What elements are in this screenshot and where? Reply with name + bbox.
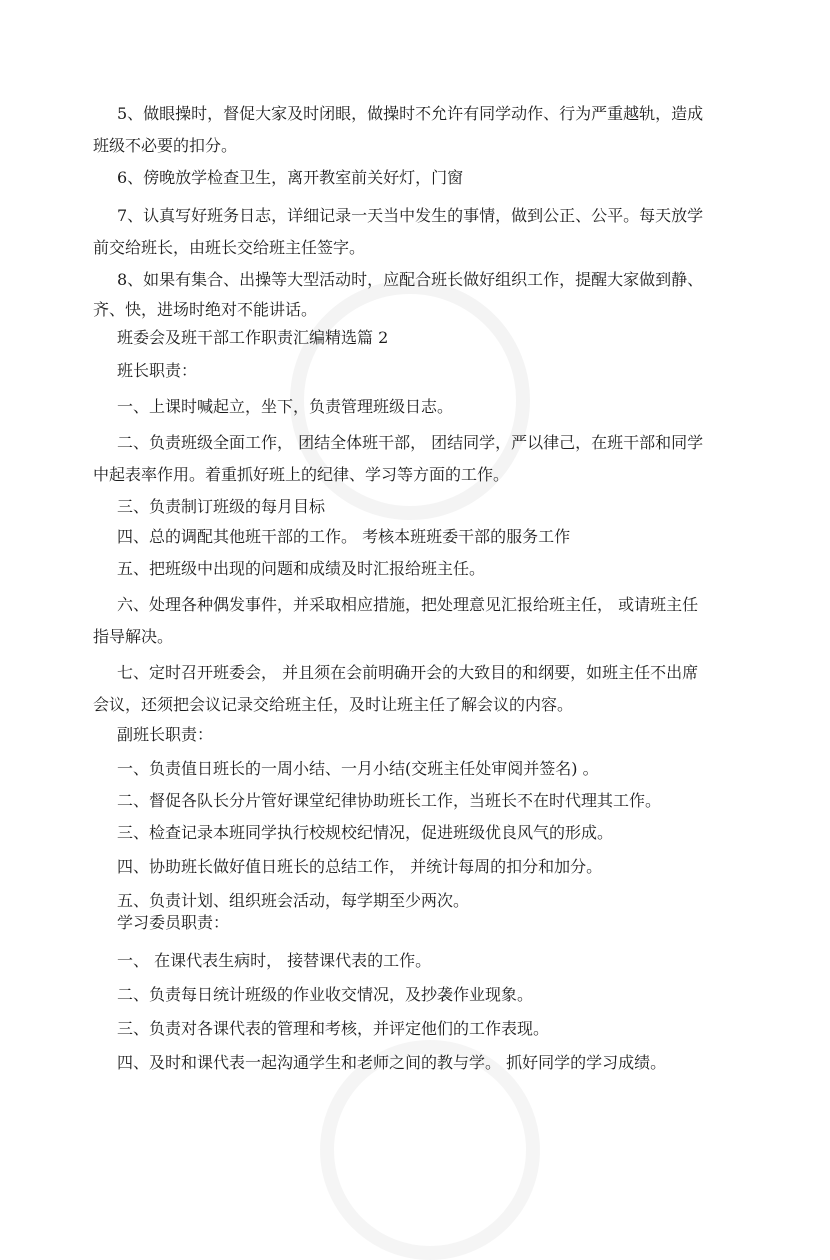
text-line: 四、及时和课代表一起沟通学生和老师之间的教与学。 抓好同学的学习成绩。	[117, 1053, 667, 1072]
text-line: 5、做眼操时，督促大家及时闭眼，做操时不允许有同学动作、行为严重越轨，造成	[117, 104, 704, 123]
text-line: 三、负责制订班级的每月目标	[117, 497, 326, 516]
text-line: 7、认真写好班务日志，详细记录一天当中发生的事情，做到公正、公平。每天放学	[117, 206, 704, 225]
subsection-heading: 学习委员职责：	[117, 913, 230, 932]
text-line: 六、处理各种偶发事件，并采取相应措施，把处理意见汇报给班主任， 或请班主任	[117, 595, 699, 614]
subsection-heading: 班长职责：	[117, 361, 198, 380]
text-line: 中起表率作用。着重抓好班上的纪律、学习等方面的工作。	[93, 465, 510, 484]
text-line: 齐、快，进场时绝对不能讲话。	[93, 300, 318, 319]
text-line: 会议，还须把会议记录交给班主任，及时让班主任了解会议的内容。	[93, 695, 574, 714]
text-line: 四、总的调配其他班干部的工作。 考核本班班委干部的服务工作	[117, 527, 571, 546]
text-line: 四、协助班长做好值日班长的总结工作， 并统计每周的扣分和加分。	[117, 857, 603, 876]
text-line: 前交给班长，由班长交给班主任签字。	[93, 238, 366, 257]
text-line: 6、傍晚放学检查卫生，离开教室前关好灯，门窗	[117, 168, 464, 187]
text-line: 二、负责班级全面工作， 团结全体班干部， 团结同学，严以律己，在班干部和同学	[117, 433, 704, 452]
text-line: 二、督促各队长分片管好课堂纪律协助班长工作，当班长不在时代理其工作。	[117, 791, 662, 810]
text-line: 一、负责值日班长的一周小结、一月小结(交班主任处审阅并签名) 。	[117, 759, 599, 778]
text-line: 一、 在课代表生病时， 接替课代表的工作。	[117, 951, 432, 970]
subsection-heading: 副班长职责：	[117, 725, 214, 744]
text-line: 五、把班级中出现的问题和成绩及时汇报给班主任。	[117, 559, 486, 578]
text-line: 指导解决。	[93, 627, 174, 646]
text-line: 一、上课时喊起立，坐下，负责管理班级日志。	[117, 397, 454, 416]
text-line: 8、如果有集合、出操等大型活动时，应配合班长做好组织工作，提醒大家做到静、	[117, 270, 704, 289]
section-heading: 班委会及班干部工作职责汇编精选篇 2	[117, 328, 389, 347]
text-line: 三、检查记录本班同学执行校规校纪情况，促进班级优良风气的形成。	[117, 823, 614, 842]
text-line: 三、负责对各课代表的管理和考核，并评定他们的工作表现。	[117, 1019, 550, 1038]
text-line: 班级不必要的扣分。	[93, 136, 238, 155]
text-line: 七、定时召开班委会， 并且须在会前明确开会的大致目的和纲要，如班主任不出席	[117, 663, 699, 682]
text-line: 二、负责每日统计班级的作业收交情况，及抄袭作业现象。	[117, 985, 534, 1004]
text-line: 五、负责计划、组织班会活动，每学期至少两次。	[117, 891, 470, 910]
